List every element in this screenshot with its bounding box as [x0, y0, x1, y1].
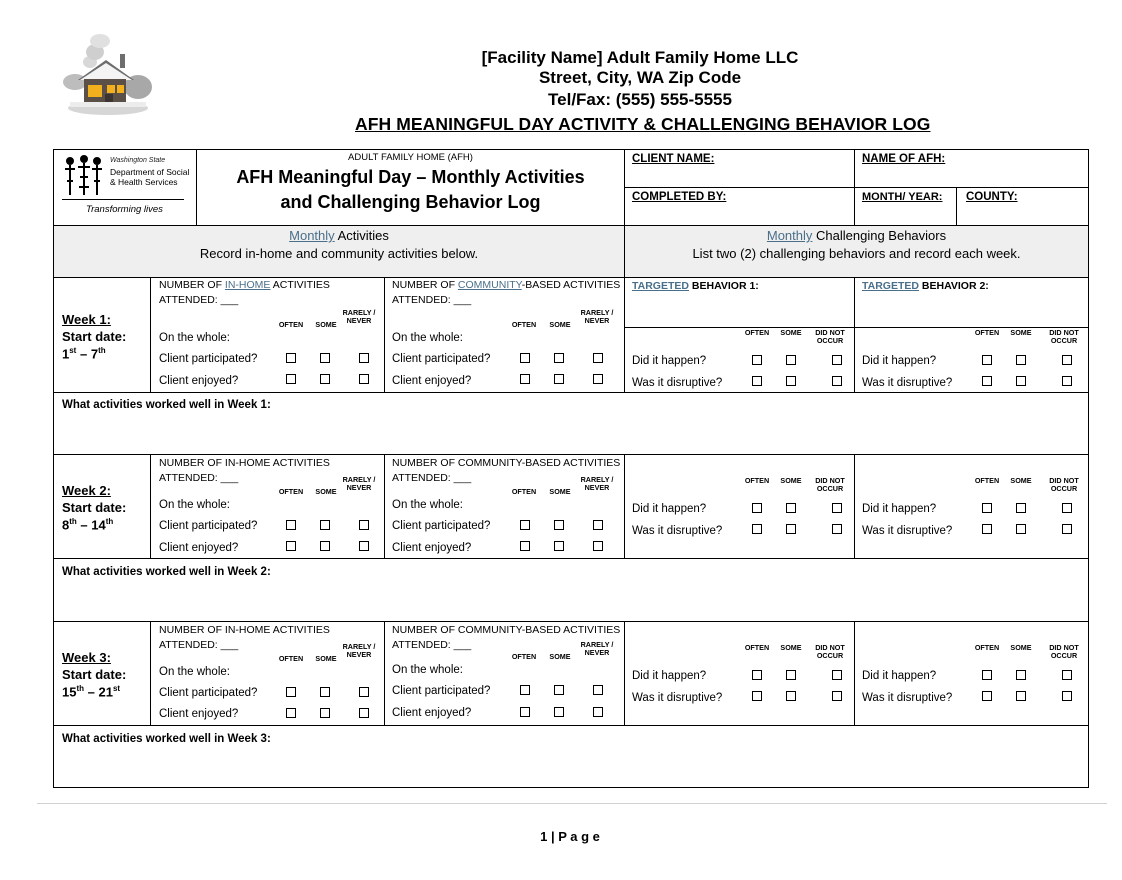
w1-comm-heading: NUMBER OF COMMUNITY-BASED ACTIVITIES [392, 279, 621, 291]
w1-ih-often: OFTEN [278, 320, 304, 329]
activity-behavior-log-table [53, 149, 1089, 788]
week3-start-label: Start date: [62, 667, 127, 682]
w2-ih-some: SOME [315, 487, 337, 496]
w2-ih-part-rarely-checkbox[interactable] [359, 520, 369, 530]
dshs-dept: Department of Social [110, 167, 190, 177]
w1-b1-often: OFTEN [744, 328, 770, 337]
w2-b1-didnot: DID NOT OCCUR [815, 476, 845, 493]
w1-cm-enj-rarely-checkbox[interactable] [593, 374, 603, 384]
activities-heading: Monthly Activities [289, 228, 389, 243]
w2-cm-part-some-checkbox[interactable] [554, 520, 564, 530]
week2-start-label: Start date: [62, 500, 127, 515]
w2-cm-enj-rarely-checkbox[interactable] [593, 541, 603, 551]
w3-ih-enjoyed: Client enjoyed? [159, 708, 239, 720]
w3-cm-part-rarely-checkbox[interactable] [593, 685, 603, 695]
w3-cm-part-some-checkbox[interactable] [554, 685, 564, 695]
w3-b2-disr-some-checkbox[interactable] [1016, 691, 1026, 701]
w1-b2-happen-often-checkbox[interactable] [982, 355, 992, 365]
w2-inhome-attended: ATTENDED: ___ [159, 472, 239, 484]
w2-b1-happen-didnot-checkbox[interactable] [832, 503, 842, 513]
w2-ih-often: OFTEN [278, 487, 304, 496]
week1-dates: 1st – 7th [62, 346, 106, 362]
w3-b2-didnot: DID NOT OCCUR [1049, 643, 1079, 660]
w2-cm-part-often-checkbox[interactable] [520, 520, 530, 530]
w2-b1-disr-often-checkbox[interactable] [752, 524, 762, 534]
w2-cm-some: SOME [549, 487, 571, 496]
w2-b2-disruptive: Was it disruptive? [862, 525, 953, 537]
w2-b1-disr-didnot-checkbox[interactable] [832, 524, 842, 534]
w1-b1-happen-often-checkbox[interactable] [752, 355, 762, 365]
w1-b1-happen-didnot-checkbox[interactable] [832, 355, 842, 365]
form-title-line1: AFH Meaningful Day – Monthly Activities [236, 167, 585, 187]
w3-ih-part-often-checkbox[interactable] [286, 687, 296, 697]
w3-cm-participated: Client participated? [392, 685, 491, 697]
w1-ih-rarely: RARELY / NEVER [342, 308, 376, 325]
w2-b1-happen: Did it happen? [632, 503, 707, 515]
w2-b2-happen-often-checkbox[interactable] [982, 503, 992, 513]
w1-cm-some: SOME [549, 320, 571, 329]
w1-ih-enj-often-checkbox[interactable] [286, 374, 296, 384]
w3-ih-enj-rarely-checkbox[interactable] [359, 708, 369, 718]
w1-cm-rarely: RARELY / NEVER [580, 308, 614, 325]
w3-b2-disr-often-checkbox[interactable] [982, 691, 992, 701]
completed-by-label: COMPLETED BY: [632, 191, 727, 203]
footer-divider [37, 803, 1107, 804]
w2-b1-happen-some-checkbox[interactable] [786, 503, 796, 513]
week1-worked-well[interactable]: What activities worked well in Week 1: [62, 399, 271, 411]
w1-behavior1-label: TARGETED BEHAVIOR 1: [632, 280, 759, 292]
w3-cm-enj-some-checkbox[interactable] [554, 707, 564, 717]
w1-ih-whole: On the whole: [159, 332, 230, 344]
w1-ih-some: SOME [315, 320, 337, 329]
form-title-line2: and Challenging Behavior Log [280, 192, 541, 212]
facility-name: [Facility Name] Adult Family Home LLC [481, 48, 799, 67]
w1-b1-disr-often-checkbox[interactable] [752, 376, 762, 386]
w1-cm-participated: Client participated? [392, 353, 491, 365]
county-label: COUNTY: [966, 191, 1018, 203]
w2-inhome-heading: NUMBER OF IN-HOME ACTIVITIES [159, 457, 330, 469]
week3-label: Week 3: [62, 650, 111, 665]
w3-b1-happen-often-checkbox[interactable] [752, 670, 762, 680]
w2-b1-disr-some-checkbox[interactable] [786, 524, 796, 534]
w3-b1-happen-some-checkbox[interactable] [786, 670, 796, 680]
w1-ih-enj-some-checkbox[interactable] [320, 374, 330, 384]
w3-cm-rarely: RARELY / NEVER [580, 640, 614, 657]
w3-b1-happen: Did it happen? [632, 670, 707, 682]
w1-ih-enj-rarely-checkbox[interactable] [359, 374, 369, 384]
w2-b2-happen-didnot-checkbox[interactable] [1062, 503, 1072, 513]
w3-ih-enj-often-checkbox[interactable] [286, 708, 296, 718]
w3-ih-enj-some-checkbox[interactable] [320, 708, 330, 718]
dshs-tagline: Transforming lives [86, 204, 163, 215]
w2-b2-disr-some-checkbox[interactable] [1016, 524, 1026, 534]
w1-b2-disruptive: Was it disruptive? [862, 377, 953, 389]
w1-b2-disr-some-checkbox[interactable] [1016, 376, 1026, 386]
w1-b1-didnot: DID NOT OCCUR [815, 328, 845, 345]
w2-comm-attended: ATTENDED: ___ [392, 472, 472, 484]
w1-b2-happen-some-checkbox[interactable] [1016, 355, 1026, 365]
w1-b1-disr-didnot-checkbox[interactable] [832, 376, 842, 386]
w3-b2-often: OFTEN [974, 643, 1000, 652]
w3-ih-part-some-checkbox[interactable] [320, 687, 330, 697]
w1-cm-whole: On the whole: [392, 332, 463, 344]
w1-b2-happen-didnot-checkbox[interactable] [1062, 355, 1072, 365]
w3-b2-happen-some-checkbox[interactable] [1016, 670, 1026, 680]
w1-behavior2-label: TARGETED BEHAVIOR 2: [862, 280, 989, 292]
w1-cm-part-some-checkbox[interactable] [554, 353, 564, 363]
w2-cm-often: OFTEN [511, 487, 537, 496]
w2-ih-participated: Client participated? [159, 520, 258, 532]
w3-b1-didnot: DID NOT OCCUR [815, 643, 845, 660]
w3-ih-rarely: RARELY / NEVER [342, 642, 376, 659]
w1-b2-disr-didnot-checkbox[interactable] [1062, 376, 1072, 386]
w1-cm-part-rarely-checkbox[interactable] [593, 353, 603, 363]
w1-b2-happen: Did it happen? [862, 355, 937, 367]
w1-inhome-attended: ATTENDED: ___ [159, 294, 239, 306]
w2-cm-part-rarely-checkbox[interactable] [593, 520, 603, 530]
afh-name-label: NAME OF AFH: [862, 153, 946, 165]
w3-inhome-attended: ATTENDED: ___ [159, 639, 239, 651]
w3-inhome-heading: NUMBER OF IN-HOME ACTIVITIES [159, 624, 330, 636]
w1-ih-participated: Client participated? [159, 353, 258, 365]
w2-b2-happen-some-checkbox[interactable] [1016, 503, 1026, 513]
w2-comm-heading: NUMBER OF COMMUNITY-BASED ACTIVITIES [392, 457, 621, 469]
facility-address: Street, City, WA Zip Code [538, 68, 742, 87]
month-year-label: MONTH/ YEAR: [862, 191, 943, 203]
w1-cm-enjoyed: Client enjoyed? [392, 375, 472, 387]
w3-b1-disr-some-checkbox[interactable] [786, 691, 796, 701]
w2-b2-some: SOME [1010, 476, 1032, 485]
w2-b1-happen-often-checkbox[interactable] [752, 503, 762, 513]
w2-cm-enj-often-checkbox[interactable] [520, 541, 530, 551]
w1-b1-disr-some-checkbox[interactable] [786, 376, 796, 386]
w3-cm-part-often-checkbox[interactable] [520, 685, 530, 695]
week2-dates: 8th – 14th [62, 517, 114, 533]
w2-ih-enj-rarely-checkbox[interactable] [359, 541, 369, 551]
w2-b1-disruptive: Was it disruptive? [632, 525, 723, 537]
week3-worked-well[interactable]: What activities worked well in Week 3: [62, 733, 271, 745]
w2-cm-rarely: RARELY / NEVER [580, 475, 614, 492]
w1-ih-enjoyed: Client enjoyed? [159, 375, 239, 387]
w3-ih-part-rarely-checkbox[interactable] [359, 687, 369, 697]
w2-cm-participated: Client participated? [392, 520, 491, 532]
w3-b2-happen: Did it happen? [862, 670, 937, 682]
document-title: AFH MEANINGFUL DAY ACTIVITY & CHALLENGING BEHAVIOR LOG [355, 114, 931, 134]
w2-ih-enj-some-checkbox[interactable] [320, 541, 330, 551]
week2-worked-well[interactable]: What activities worked well in Week 2: [62, 566, 271, 578]
w1-b2-didnot: DID NOT OCCUR [1049, 328, 1079, 345]
w1-b2-some: SOME [1010, 328, 1032, 337]
w2-cm-enj-some-checkbox[interactable] [554, 541, 564, 551]
w1-b2-disr-often-checkbox[interactable] [982, 376, 992, 386]
dshs-dept2: & Health Services [110, 177, 178, 187]
behaviors-instruction: List two (2) challenging behaviors and record each week. [692, 246, 1021, 261]
w2-ih-enjoyed: Client enjoyed? [159, 542, 239, 554]
w2-ih-part-often-checkbox[interactable] [286, 520, 296, 530]
w3-cm-often: OFTEN [511, 652, 537, 661]
w3-b1-some: SOME [780, 643, 802, 652]
client-name-label: CLIENT NAME: [632, 153, 715, 165]
w3-cm-some: SOME [549, 652, 571, 661]
w1-b2-often: OFTEN [974, 328, 1000, 337]
w1-cm-enj-often-checkbox[interactable] [520, 374, 530, 384]
w3-cm-enj-rarely-checkbox[interactable] [593, 707, 603, 717]
w3-ih-often: OFTEN [278, 654, 304, 663]
w2-b1-some: SOME [780, 476, 802, 485]
w3-b1-disr-didnot-checkbox[interactable] [832, 691, 842, 701]
w1-ih-part-rarely-checkbox[interactable] [359, 353, 369, 363]
w3-comm-attended: ATTENDED: ___ [392, 639, 472, 651]
w2-b2-happen: Did it happen? [862, 503, 937, 515]
w2-ih-rarely: RARELY / NEVER [342, 475, 376, 492]
w2-ih-whole: On the whole: [159, 499, 230, 511]
w2-b2-didnot: DID NOT OCCUR [1049, 476, 1079, 493]
dshs-figures-icon [62, 155, 106, 197]
w3-b1-disruptive: Was it disruptive? [632, 692, 723, 704]
w1-b1-happen: Did it happen? [632, 355, 707, 367]
w2-cm-enjoyed: Client enjoyed? [392, 542, 472, 554]
w1-inhome-heading: NUMBER OF IN-HOME ACTIVITIES [159, 279, 330, 291]
page-number: 1 | P a g e [540, 829, 600, 844]
form-subtitle: ADULT FAMILY HOME (AFH) [348, 152, 473, 163]
w1-b1-happen-some-checkbox[interactable] [786, 355, 796, 365]
dshs-logo [62, 155, 188, 219]
w1-cm-enj-some-checkbox[interactable] [554, 374, 564, 384]
w3-cm-enj-often-checkbox[interactable] [520, 707, 530, 717]
w1-cm-often: OFTEN [511, 320, 537, 329]
w3-b1-often: OFTEN [744, 643, 770, 652]
w3-b2-happen-often-checkbox[interactable] [982, 670, 992, 680]
w2-b2-often: OFTEN [974, 476, 1000, 485]
w1-ih-part-some-checkbox[interactable] [320, 353, 330, 363]
w3-b2-disr-didnot-checkbox[interactable] [1062, 691, 1072, 701]
w2-ih-enj-often-checkbox[interactable] [286, 541, 296, 551]
w3-b1-happen-didnot-checkbox[interactable] [832, 670, 842, 680]
w2-b2-disr-didnot-checkbox[interactable] [1062, 524, 1072, 534]
w3-b2-disruptive: Was it disruptive? [862, 692, 953, 704]
week3-dates: 15th – 21st [62, 684, 121, 700]
w2-b1-often: OFTEN [744, 476, 770, 485]
w2-cm-whole: On the whole: [392, 499, 463, 511]
w3-cm-enjoyed: Client enjoyed? [392, 707, 472, 719]
activities-instruction: Record in-home and community activities below. [199, 246, 479, 261]
w3-b2-happen-didnot-checkbox[interactable] [1062, 670, 1072, 680]
week2-label: Week 2: [62, 483, 111, 498]
w3-comm-heading: NUMBER OF COMMUNITY-BASED ACTIVITIES [392, 624, 621, 636]
w1-ih-part-often-checkbox[interactable] [286, 353, 296, 363]
w1-cm-part-often-checkbox[interactable] [520, 353, 530, 363]
w1-comm-attended: ATTENDED: ___ [392, 294, 472, 306]
w1-b1-disruptive: Was it disruptive? [632, 377, 723, 389]
week1-start-label: Start date: [62, 329, 127, 344]
facility-phone: Tel/Fax: (555) 555-5555 [548, 90, 732, 109]
w3-b2-some: SOME [1010, 643, 1032, 652]
dshs-state: Washington State [110, 157, 166, 164]
w3-b1-disr-often-checkbox[interactable] [752, 691, 762, 701]
w2-ih-part-some-checkbox[interactable] [320, 520, 330, 530]
w3-cm-whole: On the whole: [392, 664, 463, 676]
w3-ih-participated: Client participated? [159, 687, 258, 699]
behaviors-heading: Monthly Challenging Behaviors [766, 228, 947, 243]
week1-label: Week 1: [62, 312, 111, 327]
w3-ih-whole: On the whole: [159, 666, 230, 678]
w3-ih-some: SOME [315, 654, 337, 663]
w1-b1-some: SOME [780, 328, 802, 337]
w2-b2-disr-often-checkbox[interactable] [982, 524, 992, 534]
